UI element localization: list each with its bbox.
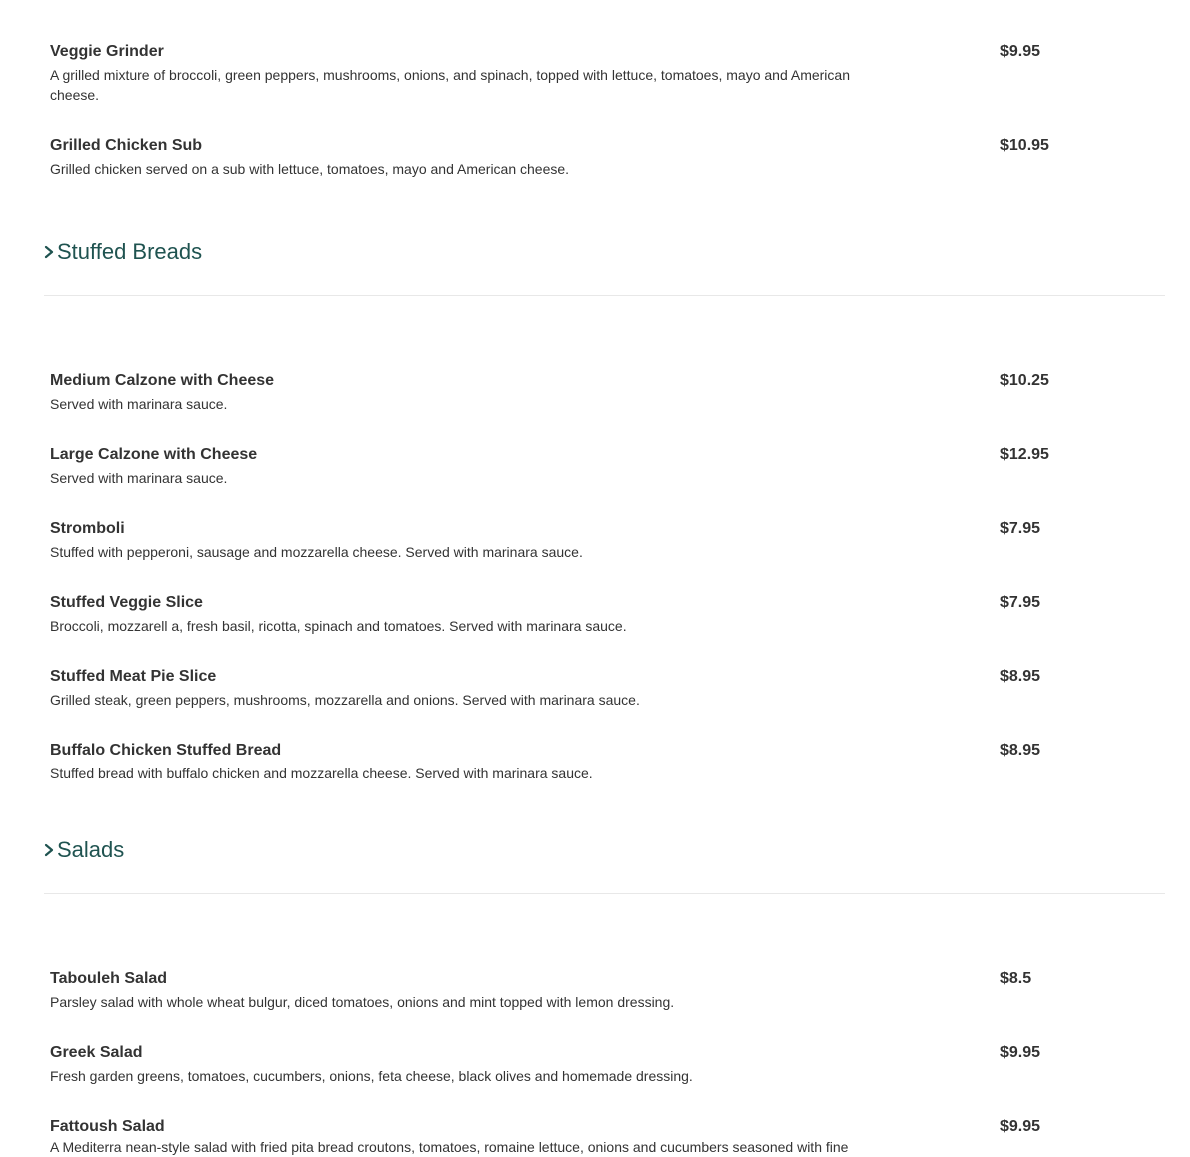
item-price: $9.95 [1000,1044,1041,1061]
section-header-stuffed-breads[interactable] [44,237,1165,296]
item-description: Parsley salad with whole wheat bulgur, diced tomatoes, onions and mint topped with lemon dressing. [50,994,675,1010]
section-title-text: Salads [57,837,125,862]
menu-item [0,741,1190,783]
item-name: Veggie Grinder [50,43,164,60]
item-price: $9.95 [1000,1118,1041,1135]
menu-item [0,42,1190,105]
menu-item [0,136,1190,179]
item-description: A Mediterra nean-style salad with fried pita bread croutons, tomatoes, romaine lettuce, onions and cucumbers seasoned with fine [50,1139,849,1155]
item-name: Large Calzone with Cheese [50,446,258,463]
chevron-right-icon [44,242,56,262]
menu-item [0,445,1190,488]
item-description: Broccoli, mozzarell a, fresh basil, ricotta, spinach and tomatoes. Served with marinara sauce. [50,618,627,634]
menu-item-fragment [0,0,1190,2]
item-price: $12.95 [1000,446,1049,463]
item-price: $10.95 [1000,137,1049,154]
item-description [50,0,860,2]
menu-item [0,969,1190,1012]
item-name: Tabouleh Salad [50,970,168,987]
item-description: Grilled steak, green peppers, mushrooms, mozzarella and onions. Served with marinara sauce. [50,692,640,708]
menu-item [0,519,1190,562]
item-description: Grilled chicken served on a sub with lettuce, tomatoes, mayo and American cheese. [50,161,570,177]
menu-section-subs [0,42,1190,179]
item-name: Stuffed Meat Pie Slice [50,668,217,685]
section-header-salads[interactable] [44,835,1165,894]
item-name: Stromboli [50,520,125,537]
menu-item [0,667,1190,710]
menu-item [0,1043,1190,1086]
item-name: Buffalo Chicken Stuffed Bread [50,742,282,759]
item-description: Fresh garden greens, tomatoes, cucumbers, onions, feta cheese, black olives and homemade dressing. [50,1068,693,1084]
item-price: $7.95 [1000,520,1041,537]
section-title[interactable] [44,237,1165,267]
item-price: $7.95 [1000,594,1041,611]
menu-item [0,1117,1190,1157]
item-name: Grilled Chicken Sub [50,137,203,154]
item-price: $8.95 [1000,668,1041,685]
item-price: $8.5 [1000,970,1032,987]
item-description: A grilled mixture of broccoli, green peppers, mushrooms, onions, and spinach, topped with lettuce, tomatoes, mayo and American cheese. [50,67,850,103]
item-name: Medium Calzone with Cheese [50,372,275,389]
menu-item [0,371,1190,414]
item-description: Stuffed bread with buffalo chicken and mozzarella cheese. Served with marinara sauce. [50,765,593,781]
menu-section-salads [0,835,1190,1157]
item-name: Stuffed Veggie Slice [50,594,203,611]
item-price: $10.25 [1000,372,1049,389]
item-name: Fattoush Salad [50,1118,165,1135]
section-title[interactable] [44,835,1165,865]
chevron-right-icon [44,840,56,860]
item-description: Served with marinara sauce. [50,396,228,412]
item-description: Served with marinara sauce. [50,470,228,486]
item-description: Stuffed with pepperoni, sausage and mozzarella cheese. Served with marinara sauce. [50,544,583,560]
item-price: $8.95 [1000,742,1041,759]
item-price: $9.95 [1000,43,1041,60]
section-title-text: Stuffed Breads [57,239,203,264]
item-name: Greek Salad [50,1044,143,1061]
menu-section-stuffed-breads [0,237,1190,783]
menu-item [0,593,1190,636]
